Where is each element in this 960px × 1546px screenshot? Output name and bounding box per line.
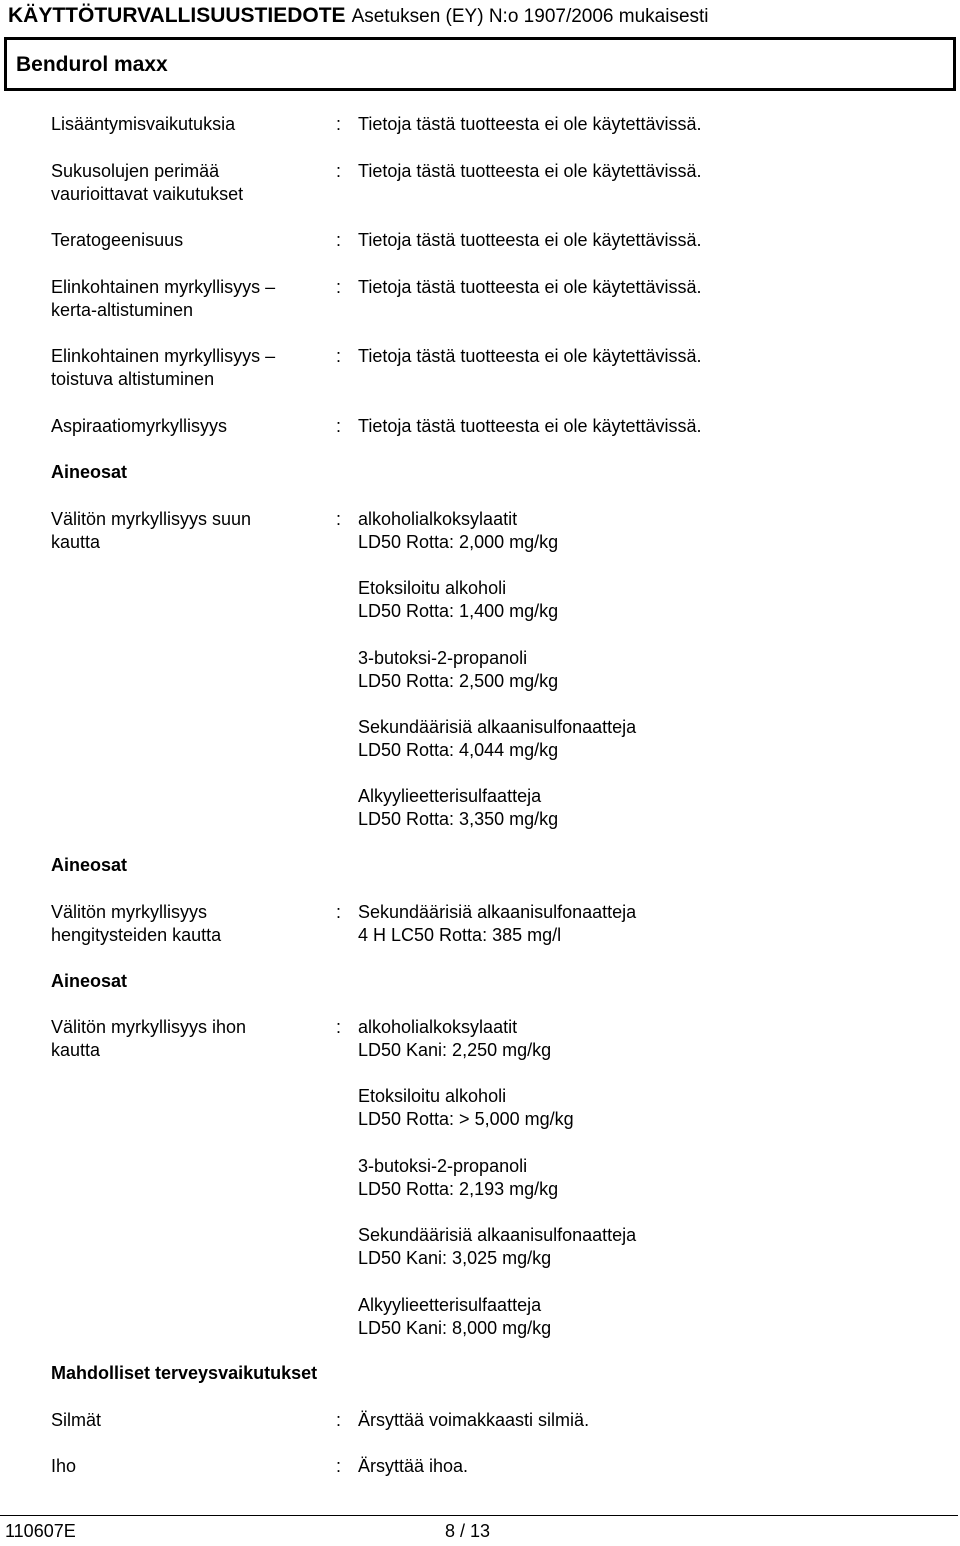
row-colon: :: [336, 1456, 342, 1476]
substance-value: LD50 Kani: 3,025 mg/kg: [358, 1248, 552, 1268]
substance-name: Etoksiloitu alkoholi: [358, 1086, 507, 1106]
row-colon: :: [336, 1017, 342, 1037]
row-label: kerta-altistuminen: [51, 300, 194, 320]
row-colon: :: [336, 114, 342, 134]
substance-name: Sekundäärisiä alkaanisulfonaatteja: [358, 902, 637, 922]
substance-name: 3-butoksi-2-propanoli: [358, 648, 528, 668]
section-heading: Aineosat: [51, 971, 128, 991]
page-number: 8 / 13: [445, 1521, 491, 1541]
document-title: KÄYTTÖTURVALLISUUSTIEDOTE: [8, 4, 346, 27]
row-label: kautta: [51, 1040, 101, 1060]
row-label: Elinkohtainen myrkyllisyys –: [51, 346, 276, 366]
product-name-box: [4, 37, 956, 91]
product-name: Bendurol maxx: [16, 53, 168, 76]
row-label: vaurioittavat vaikutukset: [51, 184, 244, 204]
row-value: Ärsyttää voimakkaasti silmiä.: [358, 1410, 590, 1430]
substance-name: alkoholialkoksylaatit: [358, 509, 518, 529]
row-label: Iho: [51, 1456, 77, 1476]
row-label: Välitön myrkyllisyys ihon: [51, 1017, 247, 1037]
row-value: Tietoja tästä tuotteesta ei ole käytettävissä.: [358, 277, 702, 297]
footer-divider: [0, 1515, 958, 1516]
substance-value: LD50 Rotta: > 5,000 mg/kg: [358, 1109, 574, 1129]
row-value: Ärsyttää ihoa.: [358, 1456, 469, 1476]
substance-name: 3-butoksi-2-propanoli: [358, 1156, 528, 1176]
substance-name: Sekundäärisiä alkaanisulfonaatteja: [358, 717, 637, 737]
row-colon: :: [336, 277, 342, 297]
row-colon: :: [336, 509, 342, 529]
row-label: Lisääntymisvaikutuksia: [51, 114, 236, 134]
row-label: hengitysteiden kautta: [51, 925, 222, 945]
row-value: Tietoja tästä tuotteesta ei ole käytettävissä.: [358, 416, 702, 436]
substance-value: LD50 Rotta: 1,400 mg/kg: [358, 601, 559, 621]
row-value: Tietoja tästä tuotteesta ei ole käytettävissä.: [358, 346, 702, 366]
row-label: Elinkohtainen myrkyllisyys –: [51, 277, 276, 297]
substance-value: LD50 Rotta: 2,000 mg/kg: [358, 532, 559, 552]
row-colon: :: [336, 230, 342, 250]
row-label: Välitön myrkyllisyys suun: [51, 509, 252, 529]
section-heading: Aineosat: [51, 855, 128, 875]
row-colon: :: [336, 161, 342, 181]
substance-value: LD50 Kani: 2,250 mg/kg: [358, 1040, 552, 1060]
substance-value: 4 H LC50 Rotta: 385 mg/l: [358, 925, 562, 945]
row-label: toistuva altistuminen: [51, 369, 215, 389]
document-code: 110607E: [5, 1521, 76, 1541]
regulation-reference: Asetuksen (EY) N:o 1907/2006 mukaisesti: [351, 6, 709, 27]
row-colon: :: [336, 1410, 342, 1430]
substance-value: LD50 Rotta: 3,350 mg/kg: [358, 809, 559, 829]
substance-name: Alkyylieetterisulfaatteja: [358, 1295, 542, 1315]
row-label: Teratogeenisuus: [51, 230, 184, 250]
substance-name: Sekundäärisiä alkaanisulfonaatteja: [358, 1225, 637, 1245]
substance-name: Alkyylieetterisulfaatteja: [358, 786, 542, 806]
section-heading: Mahdolliset terveysvaikutukset: [51, 1363, 318, 1383]
substance-value: LD50 Rotta: 4,044 mg/kg: [358, 740, 559, 760]
section-heading: Aineosat: [51, 462, 128, 482]
substance-value: LD50 Kani: 8,000 mg/kg: [358, 1318, 552, 1338]
document-header: [8, 4, 958, 32]
substance-value: LD50 Rotta: 2,500 mg/kg: [358, 671, 559, 691]
row-colon: :: [336, 902, 342, 922]
row-label: kautta: [51, 532, 101, 552]
row-label: Välitön myrkyllisyys: [51, 902, 208, 922]
row-value: Tietoja tästä tuotteesta ei ole käytettävissä.: [358, 230, 702, 250]
row-label: Silmät: [51, 1410, 102, 1430]
substance-value: LD50 Rotta: 2,193 mg/kg: [358, 1179, 559, 1199]
substance-name: Etoksiloitu alkoholi: [358, 578, 507, 598]
row-colon: :: [336, 416, 342, 436]
row-label: Aspiraatiomyrkyllisyys: [51, 416, 228, 436]
row-value: Tietoja tästä tuotteesta ei ole käytettävissä.: [358, 114, 702, 134]
substance-name: alkoholialkoksylaatit: [358, 1017, 518, 1037]
row-label: Sukusolujen perimää: [51, 161, 220, 181]
row-value: Tietoja tästä tuotteesta ei ole käytettävissä.: [358, 161, 702, 181]
row-colon: :: [336, 346, 342, 366]
